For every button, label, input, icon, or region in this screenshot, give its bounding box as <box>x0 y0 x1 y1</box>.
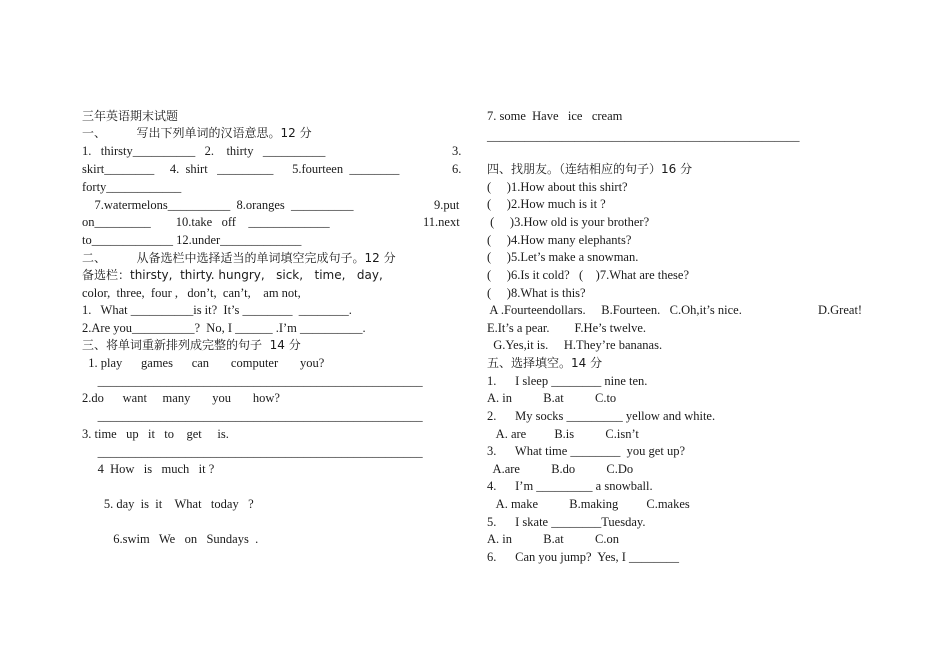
s5-question-3: 3. What time ________ you get up? <box>487 444 686 458</box>
s1-row-5: on_________ 10.take off _____________ <box>82 215 330 229</box>
s4-options-row-1: A .Fourteendollars. B.Fourteen. C.Oh,it’s nice. <box>487 303 742 317</box>
s5-answers-3: A.are B.do C.Do <box>487 462 634 476</box>
s5-question-2: 2. My socks _________ yellow and white. <box>487 409 716 423</box>
section-2-heading: 二、 从备选栏中选择适当的单词填空完成句子。12 分 <box>82 251 396 265</box>
section-5-heading: 五、选择填空。14 分 <box>487 356 603 370</box>
s4-options-row-3: G.Yes,it is. H.They’re bananas. <box>487 338 663 352</box>
s1-row-2-num: 6. <box>452 162 462 176</box>
s2-word-bank-1: 备选栏：thirsty, thirty. hungry, sick, time, day, <box>82 268 383 282</box>
s3-answer-line-2: ____________________________________________________ <box>82 409 423 423</box>
section-3-heading: 三、将单词重新排列成完整的句子 14 分 <box>82 338 301 352</box>
s5-question-4: 4. I’m _________ a snowball. <box>487 479 653 493</box>
s1-row-6: to_____________ 12.under_____________ <box>82 233 302 247</box>
s4-option-d: D.Great! <box>818 303 863 317</box>
section-4-heading: 四、找朋友。（连结相应的句子）16 分 <box>487 162 693 176</box>
s5-answers-4: A. make B.making C.makes <box>487 497 690 511</box>
s1-row-4: 7.watermelons__________ 8.oranges __________ <box>82 198 354 212</box>
s3-question-1: 1. play games can computer you? <box>82 356 325 370</box>
s1-row-4-num: 9.put <box>434 198 460 212</box>
s4-question-6-7: ( )6.Is it cold? ( )7.What are these? <box>487 268 690 282</box>
s3-question-4: 4 How is much it ? <box>82 462 215 476</box>
s1-row-1: 1. thirsty__________ 2. thirty __________ <box>82 144 326 158</box>
s3-question-6: 6.swim We on Sundays . <box>82 532 259 546</box>
s4-question-4: ( )4.How many elephants? <box>487 233 632 247</box>
s5-answers-1: A. in B.at C.to <box>487 391 617 405</box>
s1-row-1-num: 3. <box>452 144 462 158</box>
section-1-heading: 一、 写出下列单词的汉语意思。12 分 <box>82 126 312 140</box>
s4-question-1: ( )1.How about this shirt? <box>487 180 628 194</box>
s5-answers-5: A. in B.at C.on <box>487 532 619 546</box>
s3-question-5: 5. day is it What today ? <box>82 497 254 511</box>
s1-row-3: forty____________ <box>82 180 182 194</box>
s1-row-5-num: 11.next <box>423 215 460 229</box>
s5-answers-2: A. are B.is C.isn’t <box>487 427 639 441</box>
s4-question-8: ( )8.What is this? <box>487 286 586 300</box>
s3-answer-line-7: __________________________________________________ <box>487 129 800 143</box>
s3-question-2: 2.do want many you how? <box>82 391 280 405</box>
s2-question-2: 2.Are you__________? No, I ______ .I’m __________. <box>82 321 366 335</box>
s1-row-2: skirt________ 4. shirt _________ 5.fourteen ________ <box>82 162 400 176</box>
exam-title: 三年英语期末试题 <box>82 109 179 123</box>
s3-answer-line-1: ____________________________________________________ <box>82 374 423 388</box>
s4-options-row-2: E.It’s a pear. F.He’s twelve. <box>487 321 647 335</box>
s3-answer-line-3: ____________________________________________________ <box>82 445 423 459</box>
s5-question-5: 5. I skate ________Tuesday. <box>487 515 646 529</box>
s2-question-1: 1. What __________is it? It’s ________ ________. <box>82 303 352 317</box>
s5-question-1: 1. I sleep ________ nine ten. <box>487 374 648 388</box>
s3-question-7: 7. some Have ice cream <box>487 109 623 123</box>
s4-question-5: ( )5.Let’s make a snowman. <box>487 250 639 264</box>
s5-question-6: 6. Can you jump? Yes, I ________ <box>487 550 680 564</box>
s4-question-3: ( )3.How old is your brother? <box>487 215 650 229</box>
s2-word-bank-2: color, three, four , don’t, can’t, am not, <box>82 286 301 300</box>
s4-question-2: ( )2.How much is it ? <box>487 197 606 211</box>
s3-question-3: 3. time up it to get is. <box>82 427 229 441</box>
